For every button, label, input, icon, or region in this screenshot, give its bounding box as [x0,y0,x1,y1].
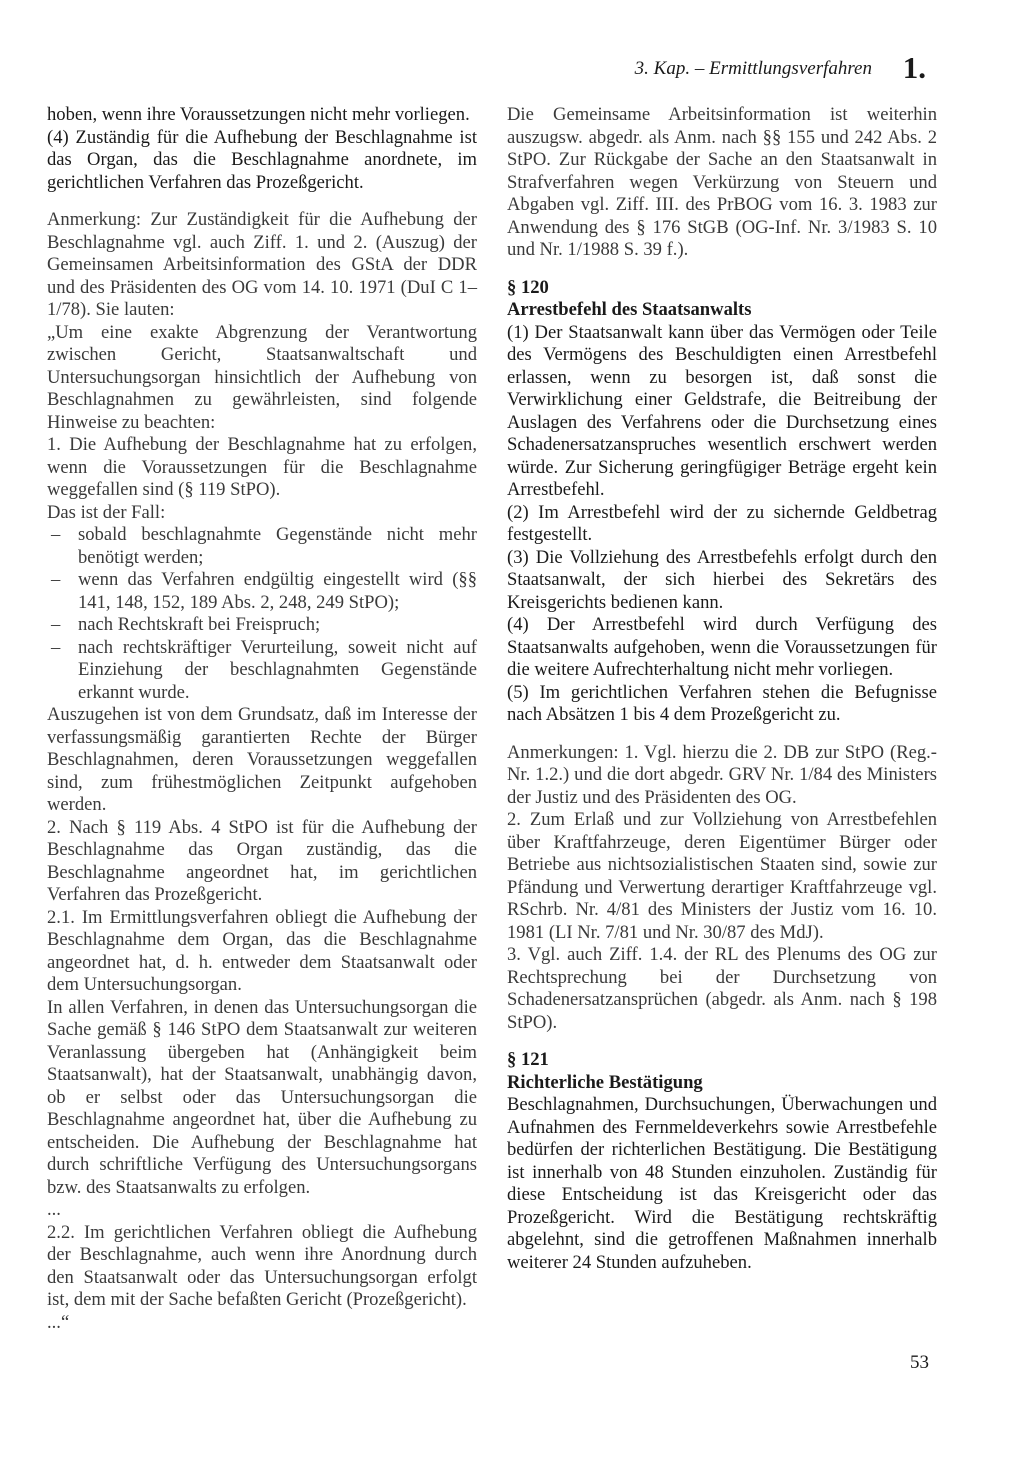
quote-item-1: 1. Die Aufhebung der Beschlagnahme hat zu erfolgen, wenn die Voraussetzungen für die Beschlagnahme weggefallen sind (§ 119 StPO). [47,434,477,500]
section-number: § 120 [507,276,549,298]
section-120-paragraph-4: (4) Der Arrestbefehl wird durch Verfügung des Staatsanwalts aufgehoben, wenn die Voraussetzungen für die weitere Aufrechterhaltung nicht mehr vorliegen. [507,614,937,680]
quote-allen-verfahren: In allen Verfahren, in denen das Untersuchungsorgan die Sache gemäß § 146 StPO dem Staatsanwalt zur weiteren Veranlassung übergeben hat (Anhängigkeit beim Staatsanwalt), hat der Staatsanwalt, unabhängig davon, ob er selbst oder das Untersuchungsorgan die Beschlagnahme angeordnet hat, über die Aufhebung zu entscheiden. Die Aufhebung der Beschlagnahme hat durch schriftliche Verfügung des Untersuchungsorgans bzw. des Staatsanwalts zu erfolgen. [47,996,477,1198]
chapter-number: 1. [902,50,926,85]
page-number: 53 [910,1352,929,1373]
list-item: – wenn das Verfahren endgültig eingestellt wird (§§ 141, 148, 152, 189 Abs. 2, 248, 249 StPO); [47,569,477,614]
section-120-paragraph-5: (5) Im gerichtlichen Verfahren stehen die Befugnisse nach Absätzen 1 bis 4 dem Prozeßgericht zu. [507,681,937,725]
list-item: – nach rechtskräftiger Verurteilung, soweit nicht auf Einziehung der beschlagnahmten Gegenstände erkannt wurde. [47,637,477,705]
annotation-1: Anmerkungen: 1. Vgl. hierzu die 2. DB zur StPO (Reg.-Nr. 1.2.) und die dort abgedr. GRV Nr. 1/84 des Ministers der Justiz und des Präsidenten des OG. [507,741,937,808]
quote-opening: „Um eine exakte Abgrenzung der Verantwortung zwischen Gericht, Staatsanwaltschaft und Untersuchungsorgan hinsichtlich der Aufhebung von Beschlagnahmen zu gewährleisten, sind folgende Hinweise zu beachten: [47,321,477,433]
quote-grundsatz: Auszugehen ist von dem Grundsatz, daß im Interesse der verfassungsmäßig garantierten Rechte der Bürger Beschlagnahmen, deren Voraussetzungen weggefallen sind, zum frühestmöglichen Zeitpunkt aufgehoben werden. [47,704,477,815]
section-121 [507,1049,937,1274]
annotation-2: 2. Zum Erlaß und zur Vollziehung von Arrestbefehlen über Kraftfahrzeuge, deren Eigentümer Bürger oder Betriebe aus nichtsozialistischen Staaten sind, sowie zur Pfändung und Verwertung derartiger Kraftfahrzeuge vgl. RSchrb. Nr. 4/81 des Ministers der Justiz vom 16. 10. 1981 (LI Nr. 7/81 und Nr. 30/87 des MdJ). [507,809,937,943]
section-number: § 121 [507,1049,549,1070]
annotation-3: 3. Vgl. auch Ziff. 1.4. der RL des Plenums des OG zur Rechtsprechung bei der Durchsetzung von Schadenersatzansprüchen (abgedr. als Anm. nach § 198 StPO). [507,944,937,1033]
running-title: 3. Kap. – Ermittlungsverfahren [634,58,872,79]
quote-fall-lead: Das ist der Fall: [47,501,166,523]
dash-list [47,524,477,704]
annotation-intro: Anmerkung: Zur Zuständigkeit für die Aufhebung der Beschlagnahme vgl. auch Ziff. 1. und 2. (Auszug) der Gemeinsamen Arbeitsinformation des GStA der DDR und des Präsidenten des OG vom 14. 10. 1971 (DuI C 1–1/78). Sie lauten: [47,209,477,320]
paragraph-continuation: hoben, wenn ihre Voraussetzungen nicht mehr vorliegen. [47,104,470,125]
running-header [620,50,930,90]
section-121-text: Beschlagnahmen, Durchsuchungen, Überwachungen und Aufnahmen des Fernmeldeverkehrs sowie Arrestbefehle bedürfen der richterlichen Bestätigung. Die Bestätigung ist innerhalb von 48 Stunden einzuholen. Zuständig für diese Entscheidung ist das Kreisgericht oder das Prozeßgericht. Wird die Bestätigung rechtskräftig abgelehnt, sind die getroffenen Maßnahmen innerhalb weiterer 24 Stunden aufzuheben. [507,1094,937,1273]
list-item: – nach Rechtskraft bei Freispruch; [47,614,477,637]
quote-item-2-1: 2.1. Im Ermittlungsverfahren obliegt die Aufhebung der Beschlagnahme dem Organ, das die Beschlagnahme angeordnet hat, d. h. entweder dem Staatsanwalt oder dem Untersuchungsorgan. [47,906,477,995]
section-120-paragraph-1: (1) Der Staatsanwalt kann über das Vermögen oder Teile des Vermögens des Beschuldigten einen Arrestbefehl erlassen, wenn zu besorgen ist, daß sonst die Verwirklichung einer Geldstrafe, die Beitreibung der Auslagen des Verfahrens oder die Durchsetzung eines Schadenersatzanspruches wesentlich erschwert werden würde. Zur Sicherung geringfügiger Beträge ergeht kein Arrestbefehl. [507,321,937,500]
quote-ellipsis: ... [47,1199,61,1220]
section-title: Arrestbefehl des Staatsanwalts [507,299,752,320]
list-item: – sobald beschlagnahmte Gegenstände nicht mehr benötigt werden; [47,524,477,569]
section-title: Richterliche Bestätigung [507,1071,703,1093]
quote-item-2-2: 2.2. Im gerichtlichen Verfahren obliegt die Aufhebung der Beschlagnahme, auch wenn ihre Anordnung durch den Staatsanwalt oder das Untersuchungsorgan erfolgt ist, dem mit der Sache befaßten Gericht (Prozeßgericht). [47,1221,477,1310]
left-column [47,104,477,1334]
quote-ellipsis-close: ...“ [47,1311,70,1333]
section-120-paragraph-2: (2) Im Arrestbefehl wird der zu sichernde Geldbetrag festgestellt. [507,501,937,545]
annotation-continuation: Die Gemeinsame Arbeitsinformation ist weiterhin auszugsw. abgedr. als Anm. nach §§ 155 und 242 Abs. 2 StPO. Zur Rückgabe der Sache an den Staatsanwalt in Strafverfahren wegen Verkürzung von Steuern und Abgaben vgl. Ziff. III. des PrBOG vom 16. 3. 1983 zur Anwendung des § 176 StGB (OG-Inf. Nr. 3/1983 S. 10 und Nr. 1/1988 S. 39 f.). [507,104,937,260]
annotation-block [47,209,477,1334]
annotations-section-120 [507,742,937,1035]
section-120 [507,277,937,727]
paragraph-4-zustaendigkeit: (4) Zuständig für die Aufhebung der Beschlagnahme ist das Organ, das die Beschlagnahme anordnete, im gerichtlichen Verfahren das Prozeßgericht. [47,126,477,193]
right-column [507,104,937,1274]
quote-item-2: 2. Nach § 119 Abs. 4 StPO ist für die Aufhebung der Beschlagnahme das Organ zuständig, das die Beschlagnahme angeordnet hat, im gerichtlichen Verfahren das Prozeßgericht. [47,816,477,905]
section-120-paragraph-3: (3) Die Vollziehung des Arrestbefehls erfolgt durch den Staatsanwalt, der sich hierbei des Sekretärs des Kreisgerichts bedienen kann. [507,546,937,613]
